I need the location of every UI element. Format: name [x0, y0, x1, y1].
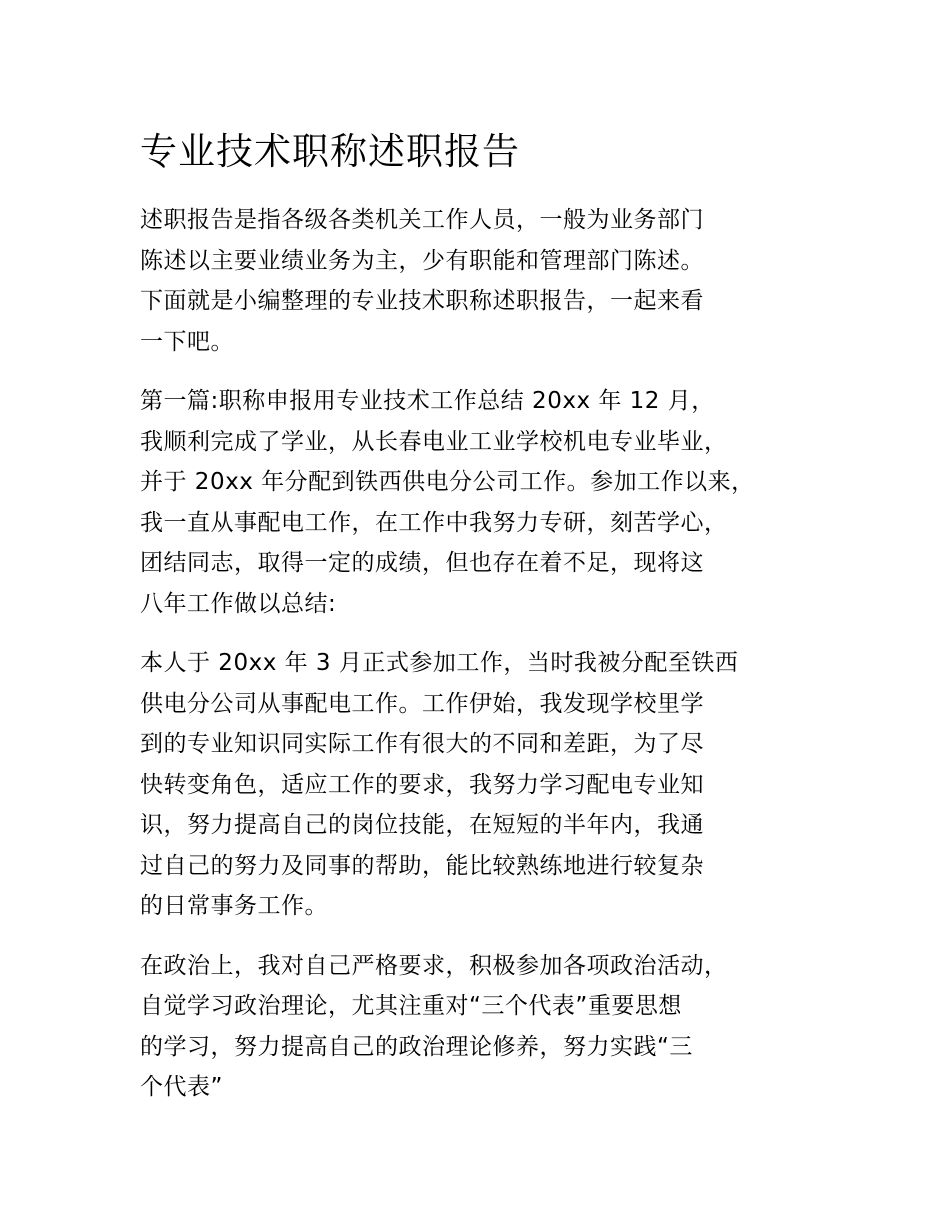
paragraph-line: 并于 20xx 年分配到铁西供电分公司工作。参加工作以来，	[140, 469, 755, 495]
paragraph-line: 下面就是小编整理的专业技术职称述职报告，一起来看	[140, 288, 704, 314]
paragraph-line: 述职报告是指各级各类机关工作人员，一般为业务部门	[140, 207, 704, 233]
paragraph-line: 识，努力提高自己的岗位技能，在短短的半年内，我通	[140, 812, 704, 838]
paragraph-line: 过自己的努力及同事的帮助，能比较熟练地进行较复杂	[140, 853, 704, 879]
paragraph-line: 个代表”	[140, 1074, 223, 1100]
paragraph-line: 在政治上，我对自己严格要求，积极参加各项政治活动，	[140, 953, 728, 979]
paragraph-line: 团结同志，取得一定的成绩，但也存在着不足，现将这	[140, 550, 704, 576]
paragraph-line: 供电分公司从事配电工作。工作伊始，我发现学校里学	[140, 691, 704, 717]
paragraph-line: 自觉学习政治理论，尤其注重对“三个代表”重要思想	[140, 993, 682, 1019]
paragraph-line: 到的专业知识同实际工作有很大的不同和差距，为了尽	[140, 731, 704, 757]
paragraph-line: 我一直从事配电工作，在工作中我努力专研，刻苦学心，	[140, 510, 728, 536]
paragraph-line: 第一篇:职称申报用专业技术工作总结 20xx 年 12 月，	[140, 388, 715, 414]
paragraph-line: 八年工作做以总结:	[140, 591, 337, 617]
paragraph-line: 快转变角色，适应工作的要求，我努力学习配电专业知	[140, 772, 704, 798]
paragraph-line: 一下吧。	[140, 329, 234, 355]
document-title: 专业技术职称述职报告	[140, 130, 520, 173]
paragraph-line: 陈述以主要业绩业务为主，少有职能和管理部门陈述。	[140, 248, 704, 274]
paragraph-line: 本人于 20xx 年 3 月正式参加工作，当时我被分配至铁西	[140, 650, 739, 676]
paragraph-line: 的日常事务工作。	[140, 893, 328, 919]
paragraph-line: 的学习，努力提高自己的政治理论修养，努力实践“三	[140, 1034, 693, 1060]
paragraph-line: 我顺利完成了学业，从长春电业工业学校机电专业毕业，	[140, 429, 728, 455]
